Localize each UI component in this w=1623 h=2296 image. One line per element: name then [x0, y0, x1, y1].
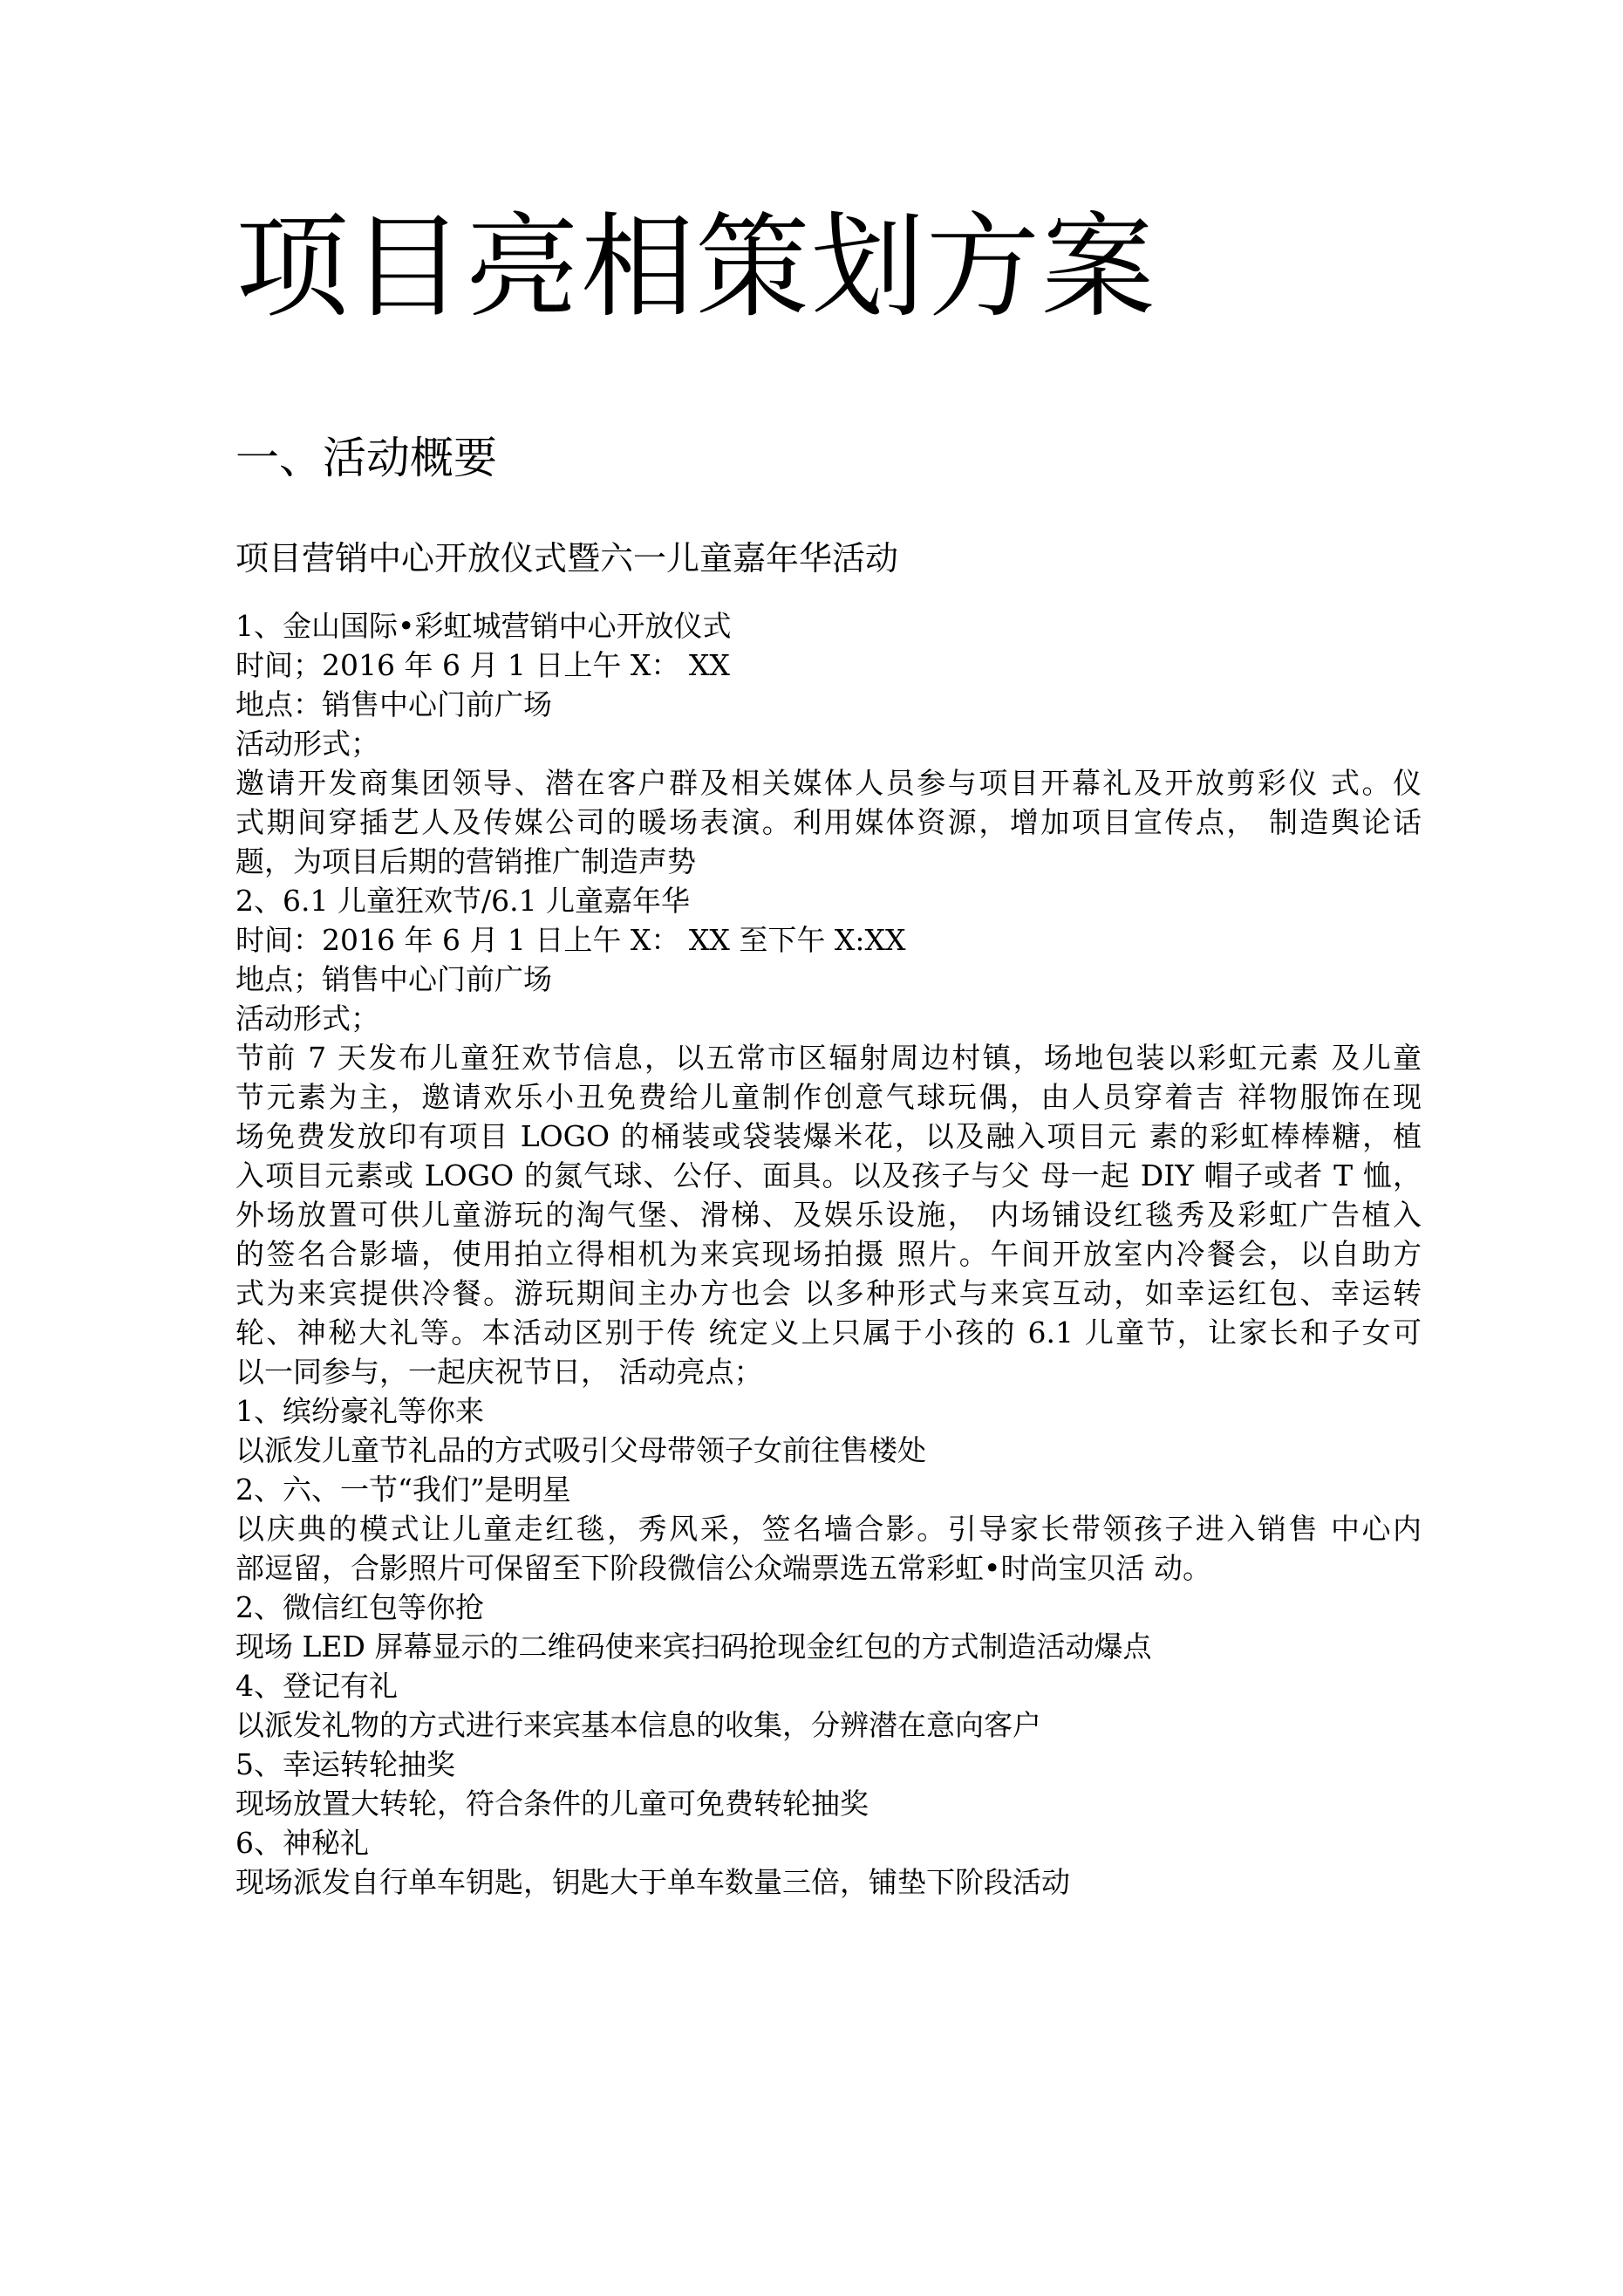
text-line: 以派发礼物的方式进行来宾基本信息的收集，分辨潜在意向客户 [235, 1708, 1041, 1742]
text-line: 地点：销售中心门前广场 [235, 687, 552, 721]
text-line: 现场派发自行单车钥匙，钥匙大于单车数量三倍，铺垫下阶段活动 [235, 1865, 1070, 1899]
text-line: 式为来宾提供冷餐。游玩期间主办方也会 以多种形式与来宾互动，如幸运红包、幸运转 [235, 1276, 1422, 1310]
text-line: 节前 7 天发布儿童狂欢节信息，以五常市区辐射周边村镇，场地包装以彩虹元素 及儿童 [235, 1041, 1422, 1075]
text-line: 活动形式； [235, 727, 379, 761]
text-line: 外场放置可供儿童游玩的淘气堡、滑梯、及娱乐设施， 内场铺设红毯秀及彩虹广告植入 [235, 1198, 1422, 1232]
text-line: 5、幸运转轮抽奖 [235, 1747, 455, 1781]
section-heading: 一、活动概要 [235, 433, 497, 483]
text-line: 现场放置大转轮，符合条件的儿童可免费转轮抽奖 [235, 1787, 869, 1821]
text-line: 以一同参与，一起庆祝节日， 活动亮点； [235, 1355, 763, 1389]
text-line: 地点；销售中心门前广场 [235, 962, 552, 996]
text-line: 时间：2016 年 6 月 1 日上午 X： XX 至下午 X:XX [235, 923, 906, 957]
text-line: 题，为项目后期的营销推广制造声势 [235, 844, 696, 878]
text-line: 式期间穿插艺人及传媒公司的暖场表演。利用媒体资源，增加项目宣传点， 制造舆论话 [235, 805, 1422, 839]
text-line: 以庆典的模式让儿童走红毯，秀风采，签名墙合影。引导家长带领孩子进入销售 中心内 [235, 1512, 1422, 1546]
text-line: 邀请开发商集团领导、潜在客户群及相关媒体人员参与项目开幕礼及开放剪彩仪 式。仪 [235, 766, 1422, 800]
text-line: 活动形式； [235, 1001, 379, 1035]
text-line: 轮、神秘大礼等。本活动区别于传 统定义上只属于小孩的 6.1 儿童节，让家长和子女可 [235, 1315, 1422, 1350]
body-text [235, 606, 1422, 1902]
text-line: 入项目元素或 LOGO 的氮气球、公仔、面具。以及孩子与父 母一起 DIY 帽子或者 T 恤， [235, 1158, 1422, 1192]
text-line: 时间；2016 年 6 月 1 日上午 X： XX [235, 648, 730, 682]
text-line: 2、微信红包等你抢 [235, 1590, 484, 1624]
text-line: 部逗留，合影照片可保留至下阶段微信公众端票选五常彩虹•时尚宝贝活 动。 [235, 1551, 1211, 1585]
text-line: 1、金山国际•彩虹城营销中心开放仪式 [235, 609, 732, 643]
text-line: 2、六、一节“我们”是明星 [235, 1473, 571, 1507]
text-line: 4、登记有礼 [235, 1669, 398, 1703]
text-line: 1、缤纷豪礼等你来 [235, 1394, 484, 1428]
text-line: 现场 LED 屏幕显示的二维码使来宾扫码抢现金红包的方式制造活动爆点 [235, 1630, 1152, 1664]
text-line: 场免费发放印有项目 LOGO 的桶装或袋装爆米花，以及融入项目元 素的彩虹棒棒糖，植 [235, 1119, 1422, 1153]
text-line: 6、神秘礼 [235, 1826, 369, 1860]
text-line: 的签名合影墙，使用拍立得相机为来宾现场拍摄 照片。午间开放室内冷餐会，以自助方 [235, 1237, 1422, 1271]
text-line: 2、6.1 儿童狂欢节/6.1 儿童嘉年华 [235, 884, 691, 918]
text-line: 以派发儿童节礼品的方式吸引父母带领子女前往售楼处 [235, 1433, 926, 1467]
text-line: 节元素为主，邀请欢乐小丑免费给儿童制作创意气球玩偶，由人员穿着吉 祥物服饰在现 [235, 1080, 1422, 1114]
sub-heading: 项目营销中心开放仪式暨六一儿童嘉年华活动 [235, 539, 899, 577]
document-title: 项目亮相策划方案 [235, 201, 1157, 333]
